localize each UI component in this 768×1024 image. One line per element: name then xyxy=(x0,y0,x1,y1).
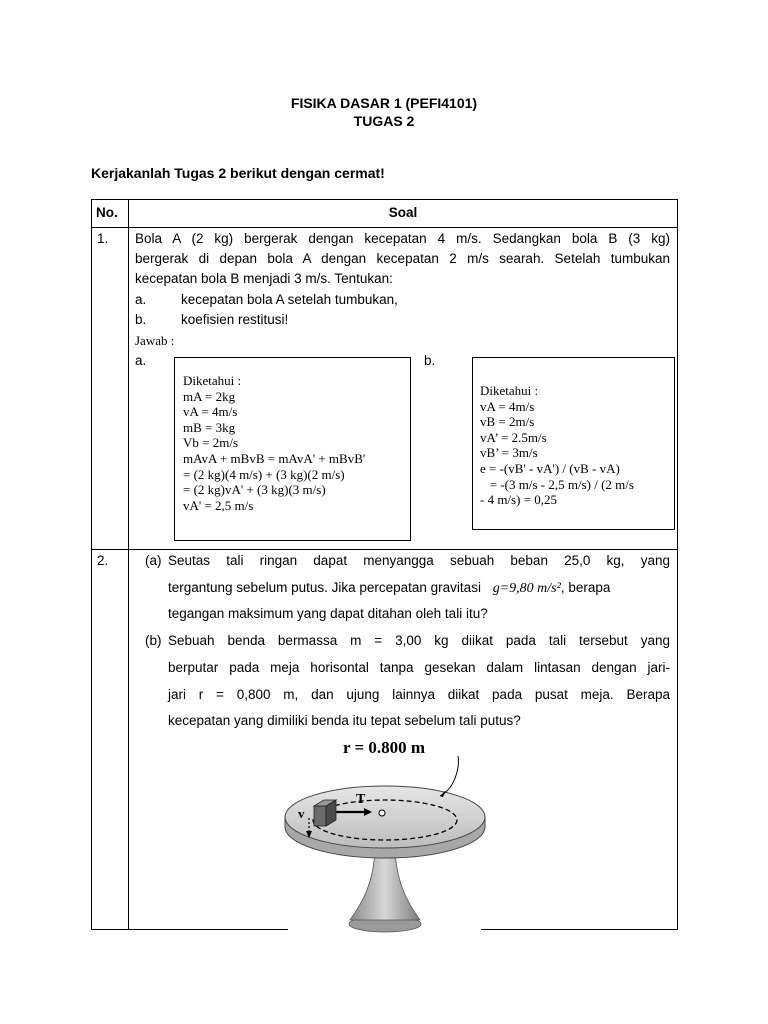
box-a-line: mAvA + mBvB = mAvA' + mBvB' xyxy=(183,450,366,466)
q1-line-2: bergerak di depan bola A dengan kecepatan 2 m/s searah. Setelah tumbukan xyxy=(135,251,670,266)
box-a-line: Diketahui : xyxy=(183,373,242,388)
box-a-line: = (2 kg)vA' + (3 kg)(3 m/s) xyxy=(183,482,326,498)
box-b-line: - 4 m/s) = 0,25 xyxy=(480,492,558,508)
q2-part-a-line-2 xyxy=(168,575,610,602)
answer-box-a xyxy=(174,357,411,541)
q1-number: 1. xyxy=(97,231,109,246)
q1-item-a-marker: a. xyxy=(135,292,147,307)
gravity-formula: g=9,80 m/s² xyxy=(492,581,561,596)
q1-item-b: koefisien restitusi! xyxy=(181,312,289,327)
q2-part-a-line-3: tegangan maksimum yang dapat ditahan oleh tali itu? xyxy=(168,606,488,621)
box-a-line: mA = 2kg xyxy=(183,388,236,404)
col-header-no: No. xyxy=(96,205,118,220)
box-b-line: vB = 2m/s xyxy=(480,414,535,430)
q1-line-1: Bola A (2 kg) bergerak dengan kecepatan 4 m/s. Sedangkan bola B (3 kg) xyxy=(135,231,670,246)
table-drawing xyxy=(280,734,490,934)
box-b-line: Diketahui : xyxy=(480,383,539,398)
q1-line-3: kecepatan bola B menjadi 3 m/s. Tentukan: xyxy=(135,271,393,286)
box-a-line: = (2 kg)(4 m/s) + (3 kg)(2 m/s) xyxy=(183,466,345,482)
radius-label: r = 0.800 m xyxy=(343,738,426,757)
rotating-table-figure xyxy=(280,734,490,934)
q1-answer-a-marker: a. xyxy=(135,353,147,368)
q2-part-a-line-1: Seutas tali ringan dapat menyangga sebuah beban 25,0 kg, yang xyxy=(168,553,670,568)
q2-number: 2. xyxy=(97,553,109,568)
box-a-line: Vb = 2m/s xyxy=(183,435,239,451)
q2-part-b-line-1: Sebuah benda bermassa m = 3,00 kg diikat pada tali tersebut yang xyxy=(168,633,670,648)
instruction-text: Kerjakanlah Tugas 2 berikut dengan cermat! xyxy=(91,165,385,181)
box-b-line: e = -(vB' - vA') / (vB - vA) xyxy=(480,460,620,476)
q1-jawab: Jawab : xyxy=(135,333,175,348)
q2-part-b-line-3: jari r = 0,800 m, dan ujung lainnya diikat pada pusat meja. Berapa xyxy=(168,687,670,702)
velocity-label: v xyxy=(298,806,305,821)
q1-item-b-marker: b. xyxy=(135,312,147,327)
q2-part-b-marker: (b) xyxy=(145,633,162,648)
box-b-line: vB’ = 3m/s xyxy=(480,445,538,461)
tension-label: T xyxy=(356,792,366,807)
q2-part-a-line-2-text: tergantung sebelum putus. Jika percepatan gravitasi xyxy=(168,580,481,595)
q2-part-a-marker: (a) xyxy=(145,553,162,568)
assignment-title: TUGAS 2 xyxy=(353,113,415,129)
course-title: FISIKA DASAR 1 (PEFI4101) xyxy=(290,95,478,111)
box-a-line: vA = 4m/s xyxy=(183,404,238,420)
box-b-line: vA = 4m/s xyxy=(480,398,535,414)
col-header-soal: Soal xyxy=(388,205,418,220)
q2-part-a-line-2-tail: , berapa xyxy=(560,580,611,595)
q2-part-b-line-2: berputar pada meja horisontal tanpa gesekan dalam lintasan dengan jari- xyxy=(168,660,670,675)
box-b-line: vA’ = 2.5m/s xyxy=(480,429,547,445)
q2-part-b-line-4: kecepatan yang dimiliki benda itu tepat sebelum tali putus? xyxy=(168,713,521,728)
q1-answer-b-marker: b. xyxy=(424,353,436,368)
answer-box-b xyxy=(472,357,675,530)
box-b-line: = -(3 m/s - 2,5 m/s) / (2 m/s xyxy=(480,476,634,492)
q1-item-a: kecepatan bola A setelah tumbukan, xyxy=(181,292,398,307)
box-a-line: vA' = 2,5 m/s xyxy=(183,497,254,513)
box-a-line: mB = 3kg xyxy=(183,419,236,435)
